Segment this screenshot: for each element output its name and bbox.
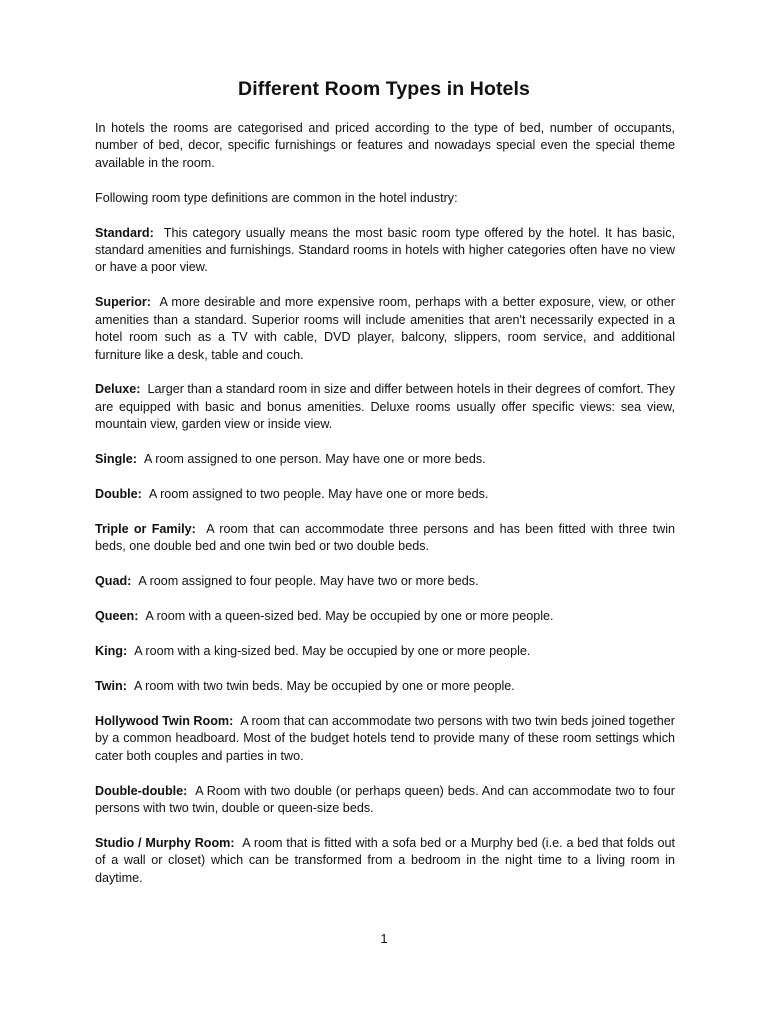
document-title: Different Room Types in Hotels — [238, 78, 530, 100]
definition-term: Studio / Murphy Room: — [95, 835, 235, 850]
definition-term: King: — [95, 644, 128, 659]
definition-text: A Room with two double (or perhaps queen) beds. And can accommodate two to four persons with two twin, double or queen-size beds. — [95, 783, 675, 816]
definition-term: Quad: — [95, 574, 132, 589]
definition-standard — [95, 225, 675, 277]
definition-term: Queen: — [95, 609, 139, 624]
definition-superior — [95, 294, 675, 364]
definition-term: Standard: — [95, 225, 154, 240]
definition-term: Deluxe: — [95, 382, 141, 397]
definition-twin — [95, 678, 675, 695]
definition-single — [95, 451, 675, 468]
page-number: 1 — [380, 931, 388, 946]
definition-king — [95, 643, 675, 660]
definition-text: A room with a king-sized bed. May be occupied by one or more people. — [134, 644, 531, 659]
definition-term: Double: — [95, 487, 142, 502]
definition-text: This category usually means the most basic room type offered by the hotel. It has basic, standard amenities and furnishings. Standard rooms in hotels with higher categories often have no view or have a poor view. — [95, 225, 676, 275]
definition-text: A room that can accommodate three persons and has been fitted with three twin beds, one double bed and one twin bed or two double beds. — [95, 522, 676, 554]
lead-paragraph: Following room type definitions are common in the hotel industry: — [95, 190, 458, 205]
definition-triple-or-family — [95, 521, 675, 556]
definition-term: Single: — [95, 452, 137, 467]
definition-term: Triple or Family: — [95, 522, 196, 536]
definition-term: Hollywood Twin Room: — [95, 713, 234, 728]
definition-text: A room assigned to four people. May have two or more beds. — [138, 574, 479, 589]
definition-quad — [95, 573, 675, 590]
definition-hollywood-twin-room — [95, 713, 675, 765]
definition-text: A room assigned to one person. May have one or more beds. — [143, 452, 486, 467]
definition-term: Superior: — [95, 295, 151, 310]
definition-text: Larger than a standard room in size and differ between hotels in their degrees of comfort. They are equipped with basic and bonus amenities. Deluxe rooms usually offer specific views: sea view, mountain view, garden view or inside view. — [95, 382, 675, 432]
definition-double-double — [95, 783, 675, 818]
definition-queen — [95, 608, 675, 625]
definition-studio-murphy-room — [95, 835, 675, 887]
definition-deluxe — [95, 381, 675, 433]
definition-text: A more desirable and more expensive room, perhaps with a better exposure, view, or other amenities than a standard. Superior rooms will include amenities that aren't necessarily expected in a hotel room such as a TV with cable, DVD player, balcony, slippers, room service, and additional furniture like a desk, table and couch. — [95, 295, 675, 362]
definition-double — [95, 486, 675, 503]
definition-text: A room that is fitted with a sofa bed or a Murphy bed (i.e. a bed that folds out of a wall or closet) which can be transformed from a bedroom in the night time to a living room in daytime. — [95, 835, 675, 885]
definition-term: Double-double: — [95, 783, 188, 798]
definition-text: A room with a queen-sized bed. May be occupied by one or more people. — [145, 609, 554, 624]
document-body — [95, 120, 675, 905]
intro-paragraph: In hotels the rooms are categorised and priced according to the type of bed, number of occupants, number of bed, decor, specific furnishings or features and nowadays special even the special theme available in the room. — [95, 121, 675, 170]
definition-term: Twin: — [95, 679, 127, 694]
definition-text: A room that can accommodate two persons with two twin beds joined together by a common headboard. Most of the budget hotels tend to provide many of these room settings which cater both couples and parties in two. — [95, 713, 675, 763]
definition-text: A room with two twin beds. May be occupied by one or more people. — [133, 679, 515, 694]
definition-text: A room assigned to two people. May have one or more beds. — [148, 487, 489, 502]
